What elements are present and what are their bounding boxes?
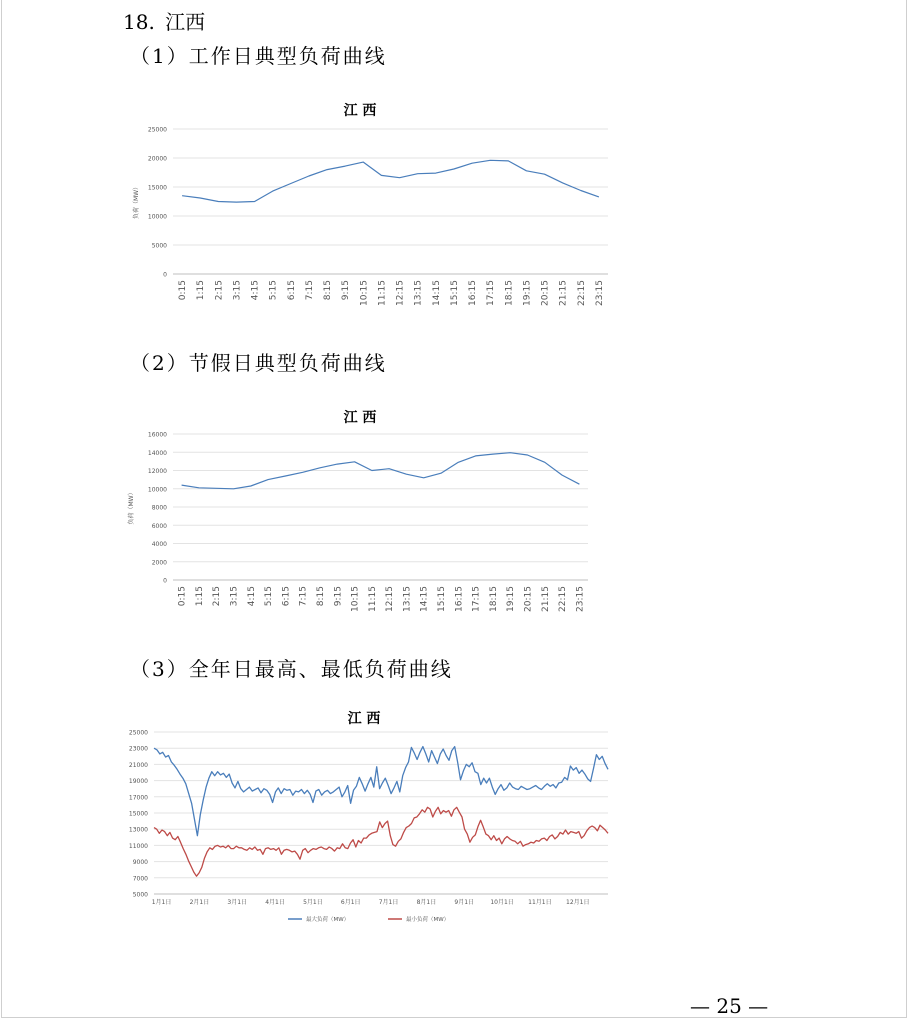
y-tick-label: 15000: [128, 810, 148, 818]
y-tick-label: 13000: [128, 826, 148, 834]
x-tick-label: 19:15: [522, 280, 533, 306]
x-tick-label: 1月1日: [151, 899, 172, 906]
x-tick-label: 6月1日: [340, 899, 361, 906]
x-tick-label: 5:15: [264, 586, 275, 607]
x-tick-label: 13:15: [402, 586, 413, 612]
x-tick-label: 12月1日: [566, 899, 590, 906]
y-tick-label: 20000: [147, 155, 167, 163]
x-tick-label: 12:15: [395, 280, 406, 306]
x-tick-label: 0:15: [178, 280, 189, 301]
chart-holiday-svg: [118, 400, 618, 625]
x-tick-label: 0:15: [177, 586, 188, 607]
section-name: 江西: [165, 10, 206, 34]
y-tick-label: 7000: [132, 875, 148, 883]
x-tick-label: 7:15: [304, 280, 315, 301]
y-axis-label: 负荷（MW）: [128, 489, 135, 525]
x-tick-label: 9:15: [341, 280, 352, 301]
y-tick-label: 23000: [128, 745, 148, 753]
y-tick-label: 5000: [132, 891, 148, 899]
x-tick-label: 21:15: [540, 586, 551, 612]
x-tick-label: 10月1日: [490, 899, 514, 906]
x-tick-label: 15:15: [449, 280, 460, 306]
x-tick-label: 2:15: [214, 280, 225, 301]
x-tick-label: 6:15: [281, 586, 292, 607]
x-tick-label: 7:15: [298, 586, 309, 607]
x-tick-label: 10:15: [350, 586, 361, 612]
x-tick-label: 18:15: [504, 280, 515, 306]
y-tick-label: 17000: [128, 794, 148, 802]
chart-title: 江 西: [343, 410, 377, 426]
x-tick-label: 20:15: [540, 280, 551, 306]
subtitle-annual: （3）全年日最高、最低负荷曲线: [130, 657, 453, 681]
x-tick-label: 16:15: [454, 586, 465, 612]
chart-workday: [118, 95, 618, 325]
section-title: [123, 6, 205, 35]
subtitle-holiday: （2）节假日典型负荷曲线: [130, 351, 387, 375]
x-tick-label: 4:15: [250, 280, 261, 301]
y-tick-label: 4000: [151, 541, 167, 548]
x-tick-label: 14:15: [419, 586, 430, 612]
x-tick-label: 23:15: [594, 280, 605, 306]
y-tick-label: 5000: [151, 242, 167, 250]
y-tick-label: 8000: [151, 504, 167, 512]
x-tick-label: 2:15: [212, 586, 223, 607]
x-tick-label: 11月1日: [528, 899, 552, 906]
y-tick-label: 14000: [147, 449, 167, 457]
x-tick-label: 22:15: [576, 280, 587, 306]
x-tick-label: 8:15: [315, 586, 326, 607]
y-tick-label: 9000: [132, 859, 148, 867]
y-tick-label: 21000: [128, 761, 148, 769]
chart-title: 江 西: [343, 103, 377, 119]
y-tick-label: 11000: [128, 842, 148, 850]
chart-title: 江 西: [347, 711, 381, 727]
x-tick-label: 13:15: [413, 280, 424, 306]
y-tick-label: 6000: [151, 522, 167, 530]
chart-holiday: [118, 400, 618, 625]
y-tick-label: 25000: [147, 126, 167, 134]
x-tick-label: 3月1日: [227, 899, 248, 906]
x-tick-label: 15:15: [437, 586, 448, 612]
series-line-1: [182, 160, 599, 202]
x-tick-label: 3:15: [229, 586, 240, 607]
x-tick-label: 17:15: [486, 280, 497, 306]
x-tick-label: 5:15: [268, 280, 279, 301]
series-line-2: [154, 807, 608, 876]
y-tick-label: 0: [163, 271, 167, 279]
x-tick-label: 9:15: [333, 586, 344, 607]
x-tick-label: 3:15: [232, 280, 243, 301]
legend-label-1: 最大负荷（MW）: [306, 917, 350, 923]
section-number: 18.: [123, 10, 155, 34]
x-tick-label: 2月1日: [189, 899, 210, 906]
x-tick-label: 22:15: [558, 586, 569, 612]
y-tick-label: 16000: [147, 431, 167, 439]
y-tick-label: 15000: [147, 184, 167, 192]
x-tick-label: 5月1日: [303, 899, 323, 906]
y-axis-label: 负荷（MW）: [133, 183, 140, 220]
x-tick-label: 23:15: [575, 586, 586, 612]
x-tick-label: 12:15: [385, 586, 396, 612]
x-tick-label: 16:15: [468, 280, 479, 306]
x-tick-label: 4月1日: [265, 899, 285, 906]
x-tick-label: 21:15: [558, 280, 569, 306]
x-tick-label: 19:15: [506, 586, 517, 612]
x-tick-label: 4:15: [246, 586, 257, 607]
x-tick-label: 8月1日: [416, 899, 437, 906]
y-tick-label: 25000: [128, 729, 148, 737]
x-tick-label: 7月1日: [378, 899, 399, 906]
x-tick-label: 11:15: [377, 280, 388, 306]
y-tick-label: 10000: [147, 486, 167, 494]
page-number: — 25 —: [690, 994, 769, 1018]
x-tick-label: 1:15: [196, 280, 207, 301]
x-tick-label: 10:15: [359, 280, 370, 306]
y-tick-label: 19000: [128, 778, 148, 786]
x-tick-label: 20:15: [523, 586, 534, 612]
x-tick-label: 17:15: [471, 586, 482, 612]
x-tick-label: 1:15: [194, 586, 205, 607]
chart-annual-svg: [118, 705, 618, 930]
y-tick-label: 2000: [151, 559, 167, 567]
chart-workday-svg: [118, 95, 618, 325]
x-tick-label: 14:15: [431, 280, 442, 306]
x-tick-label: 18:15: [488, 586, 499, 612]
chart-annual: [118, 705, 618, 930]
y-tick-label: 0: [163, 577, 167, 585]
x-tick-label: 11:15: [367, 586, 378, 612]
series-line-1: [154, 747, 608, 836]
legend-label-2: 最小负荷（MW）: [406, 917, 450, 923]
y-tick-label: 12000: [147, 468, 167, 475]
y-tick-label: 10000: [147, 213, 167, 221]
x-tick-label: 8:15: [323, 280, 334, 301]
x-tick-label: 9月1日: [454, 899, 475, 906]
subtitle-workday: （1）工作日典型负荷曲线: [130, 44, 387, 68]
x-tick-label: 6:15: [286, 280, 297, 301]
